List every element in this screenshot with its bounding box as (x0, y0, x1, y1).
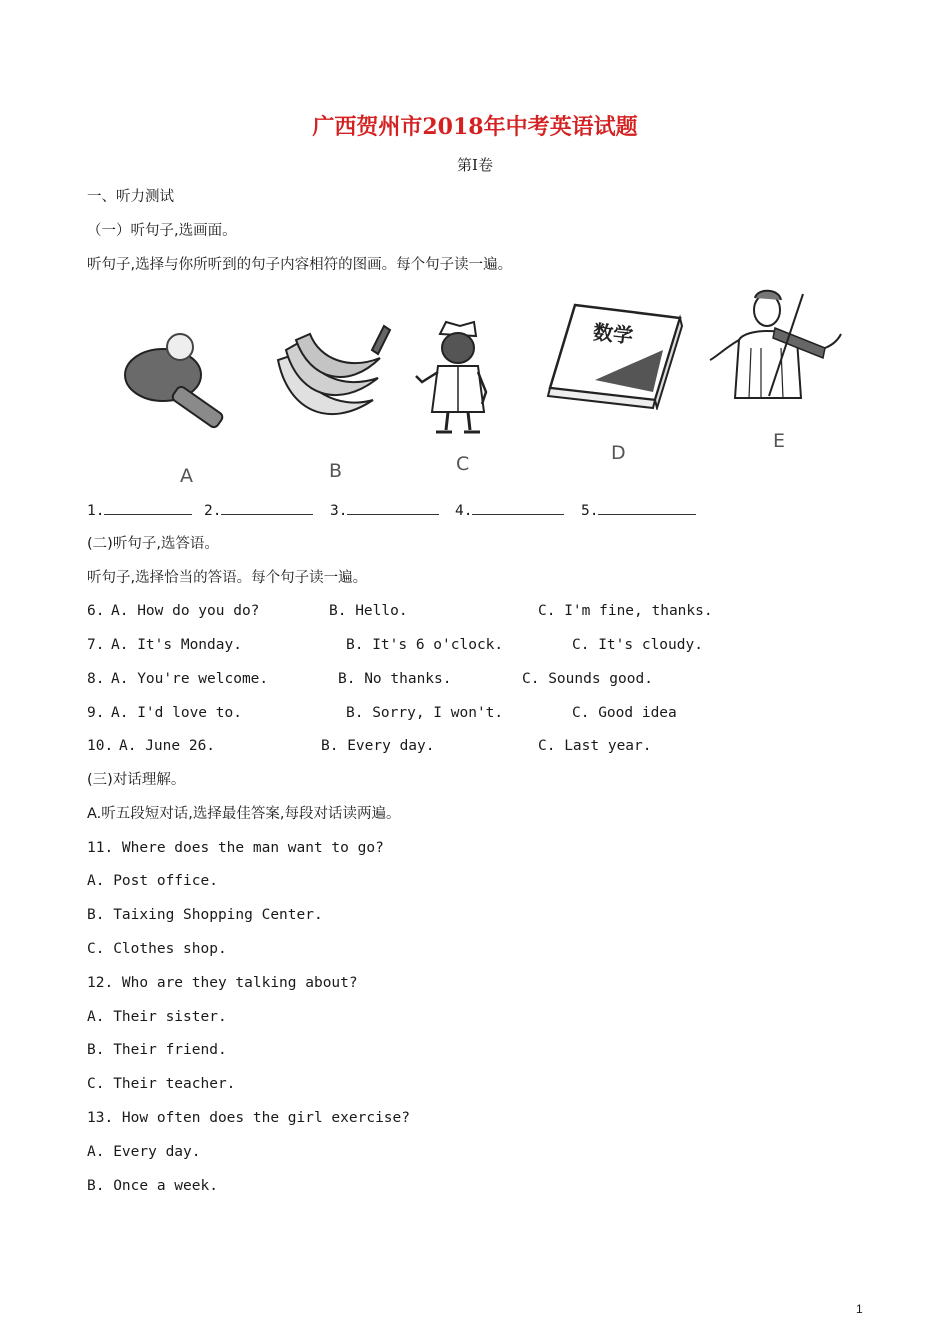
picture-label-b: B (329, 460, 343, 482)
option-c: C. Clothes shop. (87, 941, 227, 957)
option-a: A. June 26. (119, 738, 216, 754)
picture-label-e: E (773, 430, 786, 452)
math-book-icon (545, 300, 685, 410)
option-b: B. It's 6 o'clock. (346, 637, 504, 653)
answer-blank-4[interactable]: 4. (455, 500, 564, 519)
option-c: C. Good idea (572, 705, 677, 721)
part2-heading: (二)听句子,选答语。 (87, 536, 219, 552)
bananas-icon (268, 320, 393, 440)
option-a: A. Their sister. (87, 1009, 227, 1025)
option-b: B. Sorry, I won't. (346, 705, 504, 721)
option-b: B. Once a week. (87, 1178, 218, 1194)
option-b: B. Their friend. (87, 1042, 227, 1058)
book-title: 数学 (591, 319, 635, 348)
volume-label: 第I卷 (457, 156, 493, 174)
option-c: C. It's cloudy. (572, 637, 703, 653)
option-b: B. No thanks. (338, 671, 452, 687)
option-a: A. You're welcome. (111, 671, 269, 687)
option-c: C. Their teacher. (87, 1076, 236, 1092)
answer-blank-5[interactable]: 5. (581, 500, 696, 519)
part3-heading: (三)对话理解。 (87, 772, 186, 788)
answer-blank-3[interactable]: 3. (330, 500, 439, 519)
option-b: B. Every day. (321, 738, 435, 754)
part1-instruction: 听句子,选择与你所听到的句子内容相符的图画。每个句子读一遍。 (87, 257, 513, 273)
picture-label-a: A (180, 465, 193, 487)
option-c: C. Sounds good. (522, 671, 653, 687)
picture-label-c: C (456, 453, 470, 475)
option-a: A. I'd love to. (111, 705, 242, 721)
answer-blank-1[interactable]: 1. (87, 500, 192, 519)
picture-label-d: D (611, 442, 626, 464)
question-12: 12. Who are they talking about? (87, 975, 358, 991)
part1-heading: （一）听句子,选画面。 (87, 223, 237, 239)
page-number: 1 (856, 1302, 863, 1316)
option-c: C. I'm fine, thanks. (538, 603, 713, 619)
question-13: 13. How often does the girl exercise? (87, 1110, 411, 1126)
doctor-icon (412, 320, 504, 438)
question-11: 11. Where does the man want to go? (87, 840, 384, 856)
section-heading: 一、听力测试 (87, 189, 174, 205)
ping-pong-paddle-icon (118, 325, 238, 440)
option-b: B. Taixing Shopping Center. (87, 907, 323, 923)
page-title: 广西贺州市2018年中考英语试题 (312, 114, 638, 140)
option-a: A. How do you do? (111, 603, 260, 619)
part3-instruction: A.听五段短对话,选择最佳答案,每段对话读两遍。 (87, 806, 401, 822)
option-a: A. It's Monday. (111, 637, 242, 653)
exam-page: 广西贺州市2018年中考英语试题 第I卷 一、听力测试 （一）听句子,选画面。 听句子,选择与你所听到的句子内容相符的图画。每个句子读一遍。 A B C 数学 D E 1. 2. 3. 4. 5. (二)听句子,选答语。 听句子,选择恰当的答语。每个句子读一遍。 6. A. How do you do? B. Hello. C. I'm fine, thanks. 7. A. It's Monday. B. It's 6 o'clock. C. It's cloudy. 8. A. You're welcome. B. No thanks. C. Sounds good. 9. A. I'd love to. B. Sorry, I won't. C. Good idea 10. A. June 26. B. Every day. C. Last year. (三)对话理解。 A.听五段短对话,选择最佳答案,每段对话读两遍。 11. Where does the man want to go? A. Post office. B. Taixing Shopping Center. C. Clothes shop. 12. Who are they talking about? A. Their sister. B. Their friend. C. Their teacher. 13. How often does the girl exercise? A. Every day. B. Once a week. 1 (0, 0, 950, 1344)
violinist-icon (705, 288, 845, 400)
part2-instruction: 听句子,选择恰当的答语。每个句子读一遍。 (87, 570, 368, 586)
option-c: C. Last year. (538, 738, 652, 754)
answer-blank-2[interactable]: 2. (204, 500, 313, 519)
option-a: A. Every day. (87, 1144, 201, 1160)
option-a: A. Post office. (87, 873, 218, 889)
option-b: B. Hello. (329, 603, 408, 619)
